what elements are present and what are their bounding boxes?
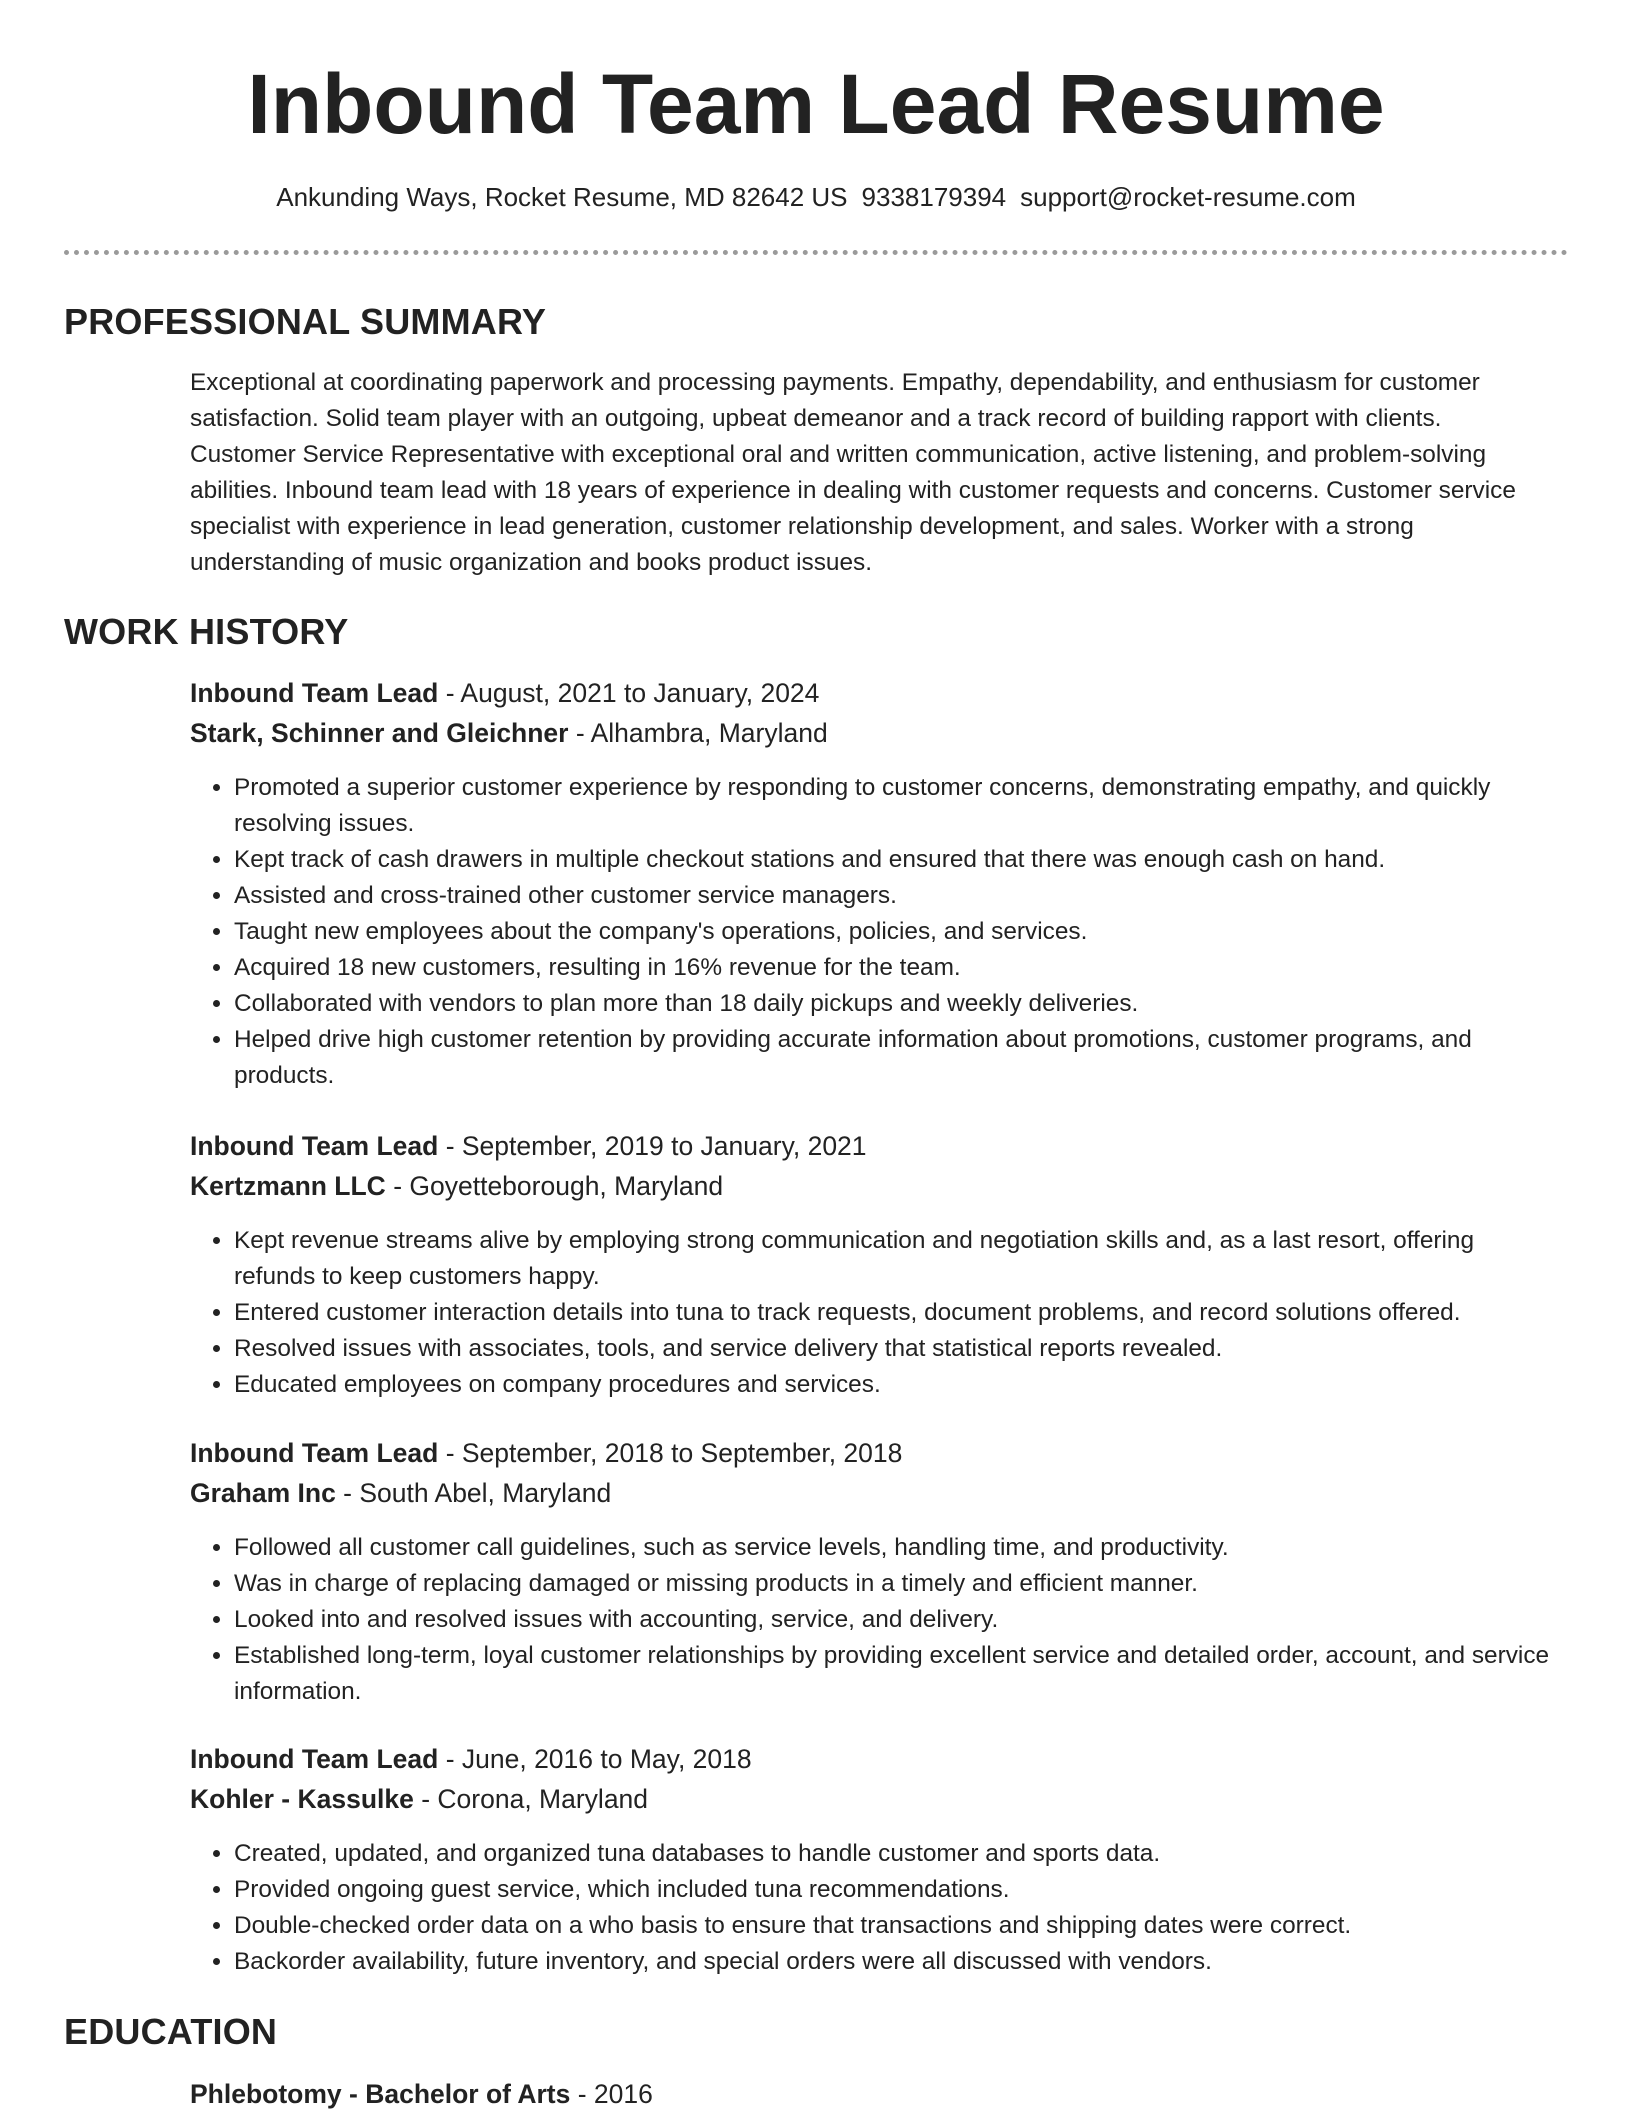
job-company: Stark, Schinner and Gleichner <box>190 718 569 748</box>
job-bullet: • Taught new employees about the company's operations, policies, and services. <box>234 914 1560 950</box>
job-bullet: • Provided ongoing guest service, which included tuna recommendations. <box>234 1872 1560 1908</box>
contact-address: Ankunding Ways, Rocket Resume, MD 82642 US <box>276 182 848 212</box>
job-entry <box>190 1742 1560 1980</box>
job-bullet: • Helped drive high customer retention by providing accurate information about promotions, customer programs, and products. <box>234 1022 1560 1094</box>
job-title-line <box>190 1129 1560 1169</box>
job-bullet: • Kept track of cash drawers in multiple checkout stations and ensured that there was enough cash on hand. <box>234 842 1560 878</box>
contact-phone: 9338179394 <box>861 182 1007 212</box>
summary-heading: PROFESSIONAL SUMMARY <box>64 301 547 342</box>
job-title-line <box>190 676 1560 716</box>
job-company-line <box>190 1169 1560 1209</box>
job-bullets <box>190 1223 1560 1403</box>
job-company: Kertzmann LLC <box>190 1171 386 1201</box>
job-entry <box>190 1436 1560 1710</box>
job-company-line <box>190 716 1560 756</box>
job-title: Inbound Team Lead <box>190 1438 439 1468</box>
job-bullet: • Educated employees on company procedures and services. <box>234 1367 1560 1403</box>
job-location: - Alhambra, Maryland <box>568 718 828 748</box>
job-entry <box>190 1129 1560 1403</box>
job-bullet: • Collaborated with vendors to plan more than 18 daily pickups and weekly deliveries. <box>234 986 1560 1022</box>
job-dates: - September, 2019 to January, 2021 <box>438 1131 867 1161</box>
job-bullet: • Entered customer interaction details into tuna to track requests, document problems, and record solutions offered. <box>234 1295 1560 1331</box>
job-title: Inbound Team Lead <box>190 1744 439 1774</box>
job-company: Graham Inc <box>190 1478 336 1508</box>
job-company: Kohler - Kassulke <box>190 1784 414 1814</box>
job-dates: - August, 2021 to January, 2024 <box>438 678 820 708</box>
job-bullet: • Backorder availability, future inventory, and special orders were all discussed with vendors. <box>234 1944 1560 1980</box>
job-dates: - September, 2018 to September, 2018 <box>438 1438 903 1468</box>
job-bullet: • Kept revenue streams alive by employing strong communication and negotiation skills and, as a last resort, offering refunds to keep customers happy. <box>234 1223 1560 1295</box>
job-company-line <box>190 1782 1560 1822</box>
work-history-heading: WORK HISTORY <box>64 611 349 652</box>
job-bullet: • Resolved issues with associates, tools, and service delivery that statistical reports revealed. <box>234 1331 1560 1367</box>
job-title: Inbound Team Lead <box>190 678 439 708</box>
job-company-line <box>190 1476 1560 1516</box>
job-bullet: • Was in charge of replacing damaged or missing products in a timely and efficient manner. <box>234 1566 1560 1602</box>
job-entry <box>190 676 1560 1094</box>
job-title: Inbound Team Lead <box>190 1131 439 1161</box>
job-bullet: • Established long-term, loyal customer relationships by providing excellent service and detailed order, account, and service information. <box>234 1638 1560 1710</box>
job-bullet: • Acquired 18 new customers, resulting in 16% revenue for the team. <box>234 950 1560 986</box>
job-location: - Corona, Maryland <box>413 1784 649 1814</box>
job-location: - Goyetteborough, Maryland <box>385 1171 724 1201</box>
job-dates: - June, 2016 to May, 2018 <box>438 1744 752 1774</box>
education-heading: EDUCATION <box>64 2011 278 2052</box>
education-year: - 2016 <box>570 2079 653 2109</box>
job-location: - South Abel, Maryland <box>335 1478 612 1508</box>
contact-email: support@rocket-resume.com <box>1020 182 1356 212</box>
job-bullet: • Followed all customer call guidelines, such as service levels, handling time, and productivity. <box>234 1530 1560 1566</box>
job-bullet: • Assisted and cross-trained other customer service managers. <box>234 878 1560 914</box>
job-title-line <box>190 1436 1560 1476</box>
job-title-line <box>190 1742 1560 1782</box>
job-bullet: • Created, updated, and organized tuna databases to handle customer and sports data. <box>234 1836 1560 1872</box>
job-bullet: • Promoted a superior customer experience by responding to customer concerns, demonstrating empathy, and quickly resolving issues. <box>234 770 1560 842</box>
contact-line <box>0 180 1632 214</box>
resume-title: Inbound Team Lead Resume <box>247 57 1385 151</box>
job-bullets <box>190 770 1560 1094</box>
job-bullet: • Double-checked order data on a who basis to ensure that transactions and shipping dates were correct. <box>234 1908 1560 1944</box>
job-bullets <box>190 1530 1560 1710</box>
summary-text: Exceptional at coordinating paperwork and processing payments. Empathy, dependability, and enthusiasm for customer satisfaction. Solid team player with an outgoing, upbeat demeanor and a track record of building rapport with clients. Customer Service Representative with exceptional oral and written communication, active listening, and problem-solving abilities. Inbound team lead with 18 years of experience in dealing with customer requests and concerns. Customer service specialist with experience in lead generation, customer relationship development, and sales. Worker with a strong understanding of music organization and books product issues. <box>190 369 1516 576</box>
job-bullet: • Looked into and resolved issues with accounting, service, and delivery. <box>234 1602 1560 1638</box>
education-entry <box>190 2077 653 2111</box>
education-degree: Phlebotomy - Bachelor of Arts <box>190 2079 571 2109</box>
job-bullets <box>190 1836 1560 1980</box>
header-divider <box>64 250 1568 255</box>
